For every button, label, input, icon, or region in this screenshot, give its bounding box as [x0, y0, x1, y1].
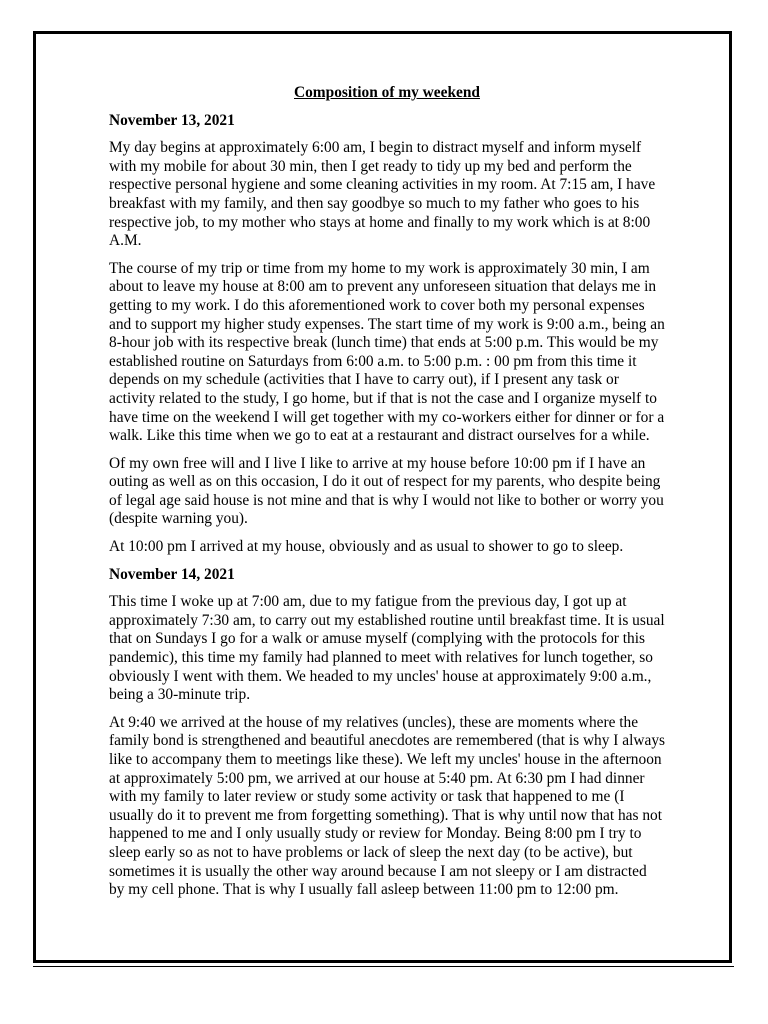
paragraph: At 10:00 pm I arrived at my house, obviously and as usual to shower to go to sleep. [109, 538, 624, 556]
paragraph: At 9:40 we arrived at the house of my relatives (uncles), these are moments where the family bond is strengthened and beautiful anecdotes are remembered (that is why I always like to accompany them to meetings like these). We left my uncles' house in the afternoon at approximately 5:00 pm, we arrived at our house at 5:40 pm. At 6:30 pm I had dinner with my family to later review or study some activity or task that happened to me (I usually do it to prevent me from forgetting something). That is why until now that has not happened to me and I only usually study or review for Monday. Being 8:00 pm I try to sleep early so as not to have problems or lack of sleep the next day (to be active), but sometimes it is usually the other way around because I am not sleepy or I am distracted by my cell phone. That is why I usually fall asleep between 11:00 pm to 12:00 pm. [109, 713, 666, 899]
document-body [109, 84, 665, 909]
document-title: Composition of my weekend [294, 84, 480, 101]
paragraph: The course of my trip or time from my home to my work is approximately 30 min, I am about to leave my house at 8:00 am to prevent any unforeseen situation that delays me in getting to my work. I do this aforementioned work to cover both my personal expenses and to support my higher study expenses. The start time of my work is 9:00 a.m., being an 8-hour job with its respective break (lunch time) that ends at 5:00 p.m. This would be my established routine on Saturdays from 6:00 a.m. to 5:00 p.m. : 00 pm from this time it depends on my schedule (activities that I have to carry out), if I present any task or activity related to the study, I go home, but if that is not the case and I organize myself to have time on the weekend I will get together with my co-workers either for dinner or for a walk. Like this time when we go to eat at a restaurant and distract ourselves for a while. [109, 259, 665, 445]
section-november-13 [109, 112, 665, 557]
section-date-heading: November 13, 2021 [109, 111, 235, 129]
page-border-bottom-rule [33, 966, 734, 967]
paragraph: My day begins at approximately 6:00 am, I begin to distract myself and inform myself with my mobile for about 30 min, then I get ready to tidy up my bed and perform the respective personal hygiene and some cleaning activities in my room. At 7:15 am, I have breakfast with my family, and then say goodbye so much to my father who goes to his respective job, to my mother who stays at home and finally to my work which is at 8:00 A.M. [109, 139, 656, 250]
paragraph: Of my own free will and I live I like to arrive at my house before 10:00 pm if I have an outing as well as on this occasion, I do it out of respect for my parents, who despite being of legal age said house is not mine and that is why I would not like to bother or worry you (despite warning you). [109, 454, 664, 528]
section-date-heading: November 14, 2021 [109, 565, 235, 583]
paragraph: This time I woke up at 7:00 am, due to my fatigue from the previous day, I got up at approximately 7:30 am, to carry out my established routine until breakfast time. It is usual that on Sundays I go for a walk or amuse myself (complying with the protocols for this pandemic), this time my family had planned to meet with relatives for lunch together, so obviously I went with them. We headed to my uncles' house at approximately 9:00 a.m., being a 30-minute trip. [109, 593, 665, 704]
section-november-14 [109, 566, 665, 900]
